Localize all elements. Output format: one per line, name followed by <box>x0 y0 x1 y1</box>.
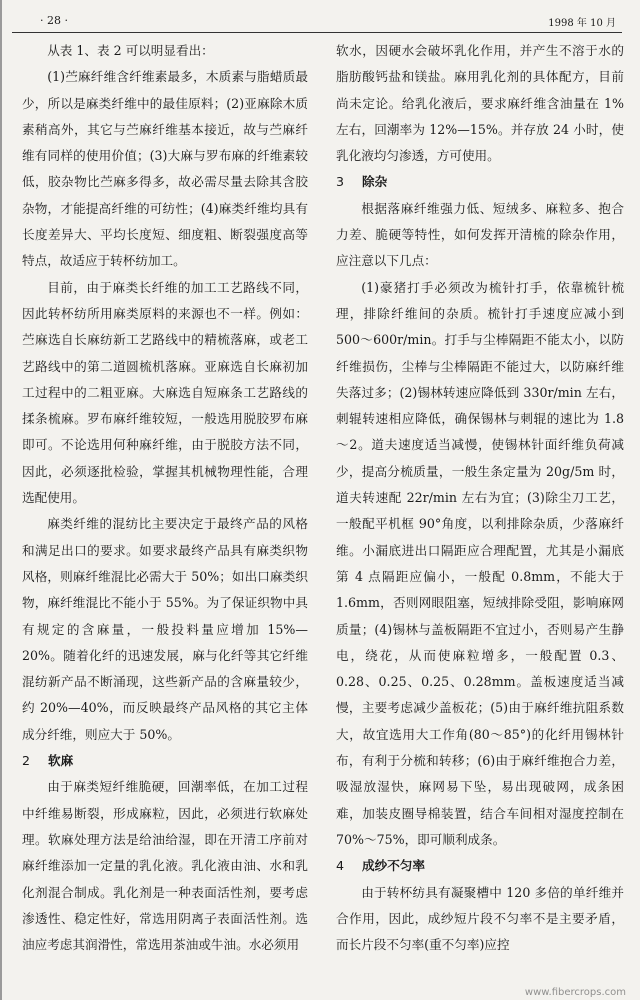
section-number: 3 <box>336 174 345 190</box>
paragraph: 目前，由于麻类长纤维的加工工艺路线不同，因此转杯纺所用麻类原料的来源也不一样。例如：苎麻选自长麻纺新工艺路线中的精梳落麻，或老工艺路线中的第二道圆梳机落麻。亚麻选自长麻初加工过程中的二粗亚麻。大麻选自短麻条工艺路线的揉条梳麻。罗布麻纤维较短，一般选用脱胶罗布麻即可。不论选用何种麻纤维，由于脱胶方法不同，因此，必须逐批检验，掌握其机械物理性能，合理选配使用。 <box>22 279 308 506</box>
right-column <box>336 38 624 958</box>
paragraph: 由于麻类短纤维脆硬，回潮率低，在加工过程中纤维易断裂，形成麻粒，因此，必须进行软麻处理。软麻处理方法是给油给湿，即在开清工序前对麻纤维添加一定量的乳化液。乳化液由油、水和乳化剂混合制成。乳化剂是一种表面活性剂，要考虑渗透性、稳定性好，常选用阴离子表面活性剂。选油应考虑其润滑性，常选用茶油或牛油。水必须用 <box>22 779 308 953</box>
issue-date: 1998 年 10 月 <box>548 18 616 29</box>
page-number: · 28 · <box>40 14 68 27</box>
section-number: 2 <box>22 753 31 769</box>
intro-paragraph: 从表 1、表 2 可以明显看出： <box>47 43 214 58</box>
paragraph: 由于转杯纺具有凝聚槽中 120 多倍的单纤维并合作用，因此，成纱短片段不匀率不是主要矛盾，而长片段不匀率(重不匀率)应控 <box>336 884 624 953</box>
paragraph: (1)苎麻纤维含纤维素最多，木质素与脂蜡质最少，所以是麻类纤维中的最佳原料；(2)亚麻除木质素稍高外，其它与苎麻纤维基本接近，故与苎麻纤维有同样的使用价值；(3)大麻与罗布麻的纤维素较低，胶杂物比苎麻多得多，故必需尽量去除其含胶杂物，才能提高纤维的可纺性；(4)麻类纤维均具有长度差异大、平均长度短、细度粗、断裂强度高等特点，故适应于转杯纺加工。 <box>22 69 308 269</box>
section-heading-3 <box>336 169 624 195</box>
paragraph: 根据落麻纤维强力低、短绒多、麻粒多、抱合力差、脆硬等特性，如何发挥开清梳的除杂作用，应注意以下几点： <box>336 200 624 269</box>
section-title: 成纱不匀率 <box>362 858 425 874</box>
left-column <box>22 38 308 958</box>
paragraph: 麻类纤维的混纺比主要决定于最终产品的风格和满足出口的要求。如要求最终产品具有麻类织物风格，则麻纤维混比必需大于 50%；如出口麻类织物，麻纤维混比不能小于 55%。为了保证织物中具有规定的含麻量，一般投料量应增加 15%—20%。随着化纤的迅速发展，麻与化纤等其它纤维混纺新产品不断涌现，这些新产品的含麻量较少，约 20%—40%，而反映最终产品风格的其它主体成分纤维，则应大于 50%。 <box>22 516 308 742</box>
section-heading-2 <box>22 748 308 774</box>
paragraph: (1)豪猪打手必须改为梳针打手，依靠梳针梳理，排除纤维间的杂质。梳针打手速度应减小到 500～600r/min。打手与尘棒隔距不能太小，以防纤维损伤，尘棒与尘棒隔距不能过大，以防麻纤维失落过多；(2)锡林转速应降低到 330r/min 左右，刺辊转速相应降低，确保锡林与刺辊的速比为 1.8～2。道夫速度适当减慢，使锡林针面纤维负荷减少，提高分梳质量，一般生条定量为 20g/5m 时，道夫转速配 22r/min 左右为宜；(3)除尘刀工艺，一般配平机框 90°角度，以利排除杂质，少落麻纤维。小漏底进出口隔距应合理配置，尤其是小漏底第 4 点隔距应偏小，一般配 0.8mm，不能大于 1.6mm，否则网眼阻塞，短绒排除受阻，影响麻网质量；(4)锡林与盖板隔距不宜过小，否则易产生静电，绕花，从而使麻粒增多，一般配置 0.3、0.28、0.25、0.25、0.28mm。盖板速度适当减慢，主要考虑减少盖板花；(5)由于麻纤维抗阻系数大，故宜选用大工作角(80～85°)的化纤用锡林针布，有利于分梳和转移；(6)由于麻纤维抱合力差，吸湿放湿快，麻网易下坠，易出现破网，成条困难，加装皮圈导棉装置，结合车间相对湿度控制在 70%～75%，即可顺利成条。 <box>336 279 624 847</box>
watermark: www.fibercrops.com <box>524 987 626 998</box>
page-header <box>12 10 622 33</box>
section-number: 4 <box>336 858 345 874</box>
section-title: 除杂 <box>362 174 388 190</box>
continued-paragraph: 软水，因硬水会破坏乳化作用，并产生不溶于水的脂肪酸钙盐和镁盐。麻用乳化剂的具体配方，目前尚未定论。给乳化液后，要求麻纤维含油量在 1%左右，回潮率为 12%—15%。并存放 24 小时，使乳化液均匀渗透，方可使用。 <box>336 43 624 164</box>
section-title: 软麻 <box>48 753 74 769</box>
section-heading-4 <box>336 853 624 879</box>
